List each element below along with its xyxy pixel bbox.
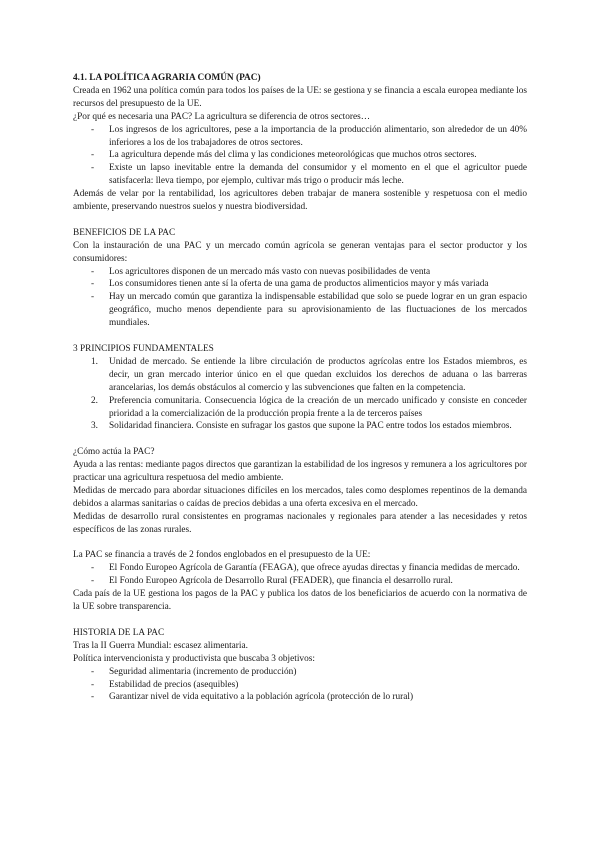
- list-number: 1.: [91, 356, 98, 367]
- list-item: 1. Unidad de mercado. Se entiende la libre circulación de productos agrícolas entre los Estados miembros, es decir, un gran mercado interior único en el que quedan excluidos los derechos de aduana o las barreras arancelarias, los demás obstáculos al comercio y las subvenciones que falten en la competencia.: [91, 356, 527, 393]
- list-item: - Los agricultores disponen de un mercado más vasto con nuevas posibilidades de venta: [91, 266, 431, 277]
- how-paragraph: Medidas de desarrollo rural consistentes en programas nacionales y regionales para atender a las necesidades y retos específicos de las zonas rurales.: [73, 511, 527, 535]
- how-paragraph: Medidas de mercado para abordar situaciones difíciles en los mercados, tales como desplomes repentinos de la demanda debidos a alarmas sanitarias o caídas de precios debidas a una oferta excesiva en el mercado.: [73, 485, 527, 509]
- list-item: 2. Preferencia comunitaria. Consecuencia lógica de la creación de un mercado unificado y consiste en conceder prioridad a la comercialización de la producción propia frente a la de terceros países: [91, 395, 527, 419]
- list-item: - Los ingresos de los agricultores, pese a la importancia de la producción alimentario, son alrededor de un 40% inferiores a los de los trabajadores de otros sectores.: [91, 124, 527, 148]
- intro-question: ¿Por qué es necesaria una PAC? La agricultura se diferencia de otros sectores…: [73, 111, 371, 122]
- dash-bullet: -: [91, 563, 95, 574]
- list-item: - Garantizar nivel de vida equitativo a la población agrícola (protección de lo rural): [91, 692, 414, 703]
- benefits-list: [73, 266, 527, 331]
- list-item: - Hay un mercado común que garantiza la indispensable estabilidad que solo se puede lograr en un gran espacio geográfico, mucho menos dependiente para su aprovisionamiento de las fluctuaciones de los mercados mundiales.: [91, 292, 527, 329]
- dash-bullet: -: [91, 679, 95, 690]
- funds-closing: Cada país de la UE gestiona los pagos de la PAC y publica los datos de los beneficiarios de acuerdo con la normativa de la UE sobre transparencia.: [73, 589, 527, 613]
- list-number: 2.: [91, 395, 98, 406]
- dash-bullet: -: [91, 692, 95, 703]
- benefits-heading: BENEFICIOS DE LA PAC: [73, 227, 176, 238]
- how-paragraph: Ayuda a las rentas: mediante pagos directos que garantizan la estabilidad de los ingresos y remunera a los agricultores por practicar una agricultura respetuosa del medio ambiente.: [73, 460, 527, 484]
- list-item: - El Fondo Europeo Agrícola de Desarrollo Rural (FEADER), que financia el desarrollo rural.: [91, 576, 453, 587]
- list-item: 3. Solidaridad financiera. Consiste en sufragar los gastos que supone la PAC entre todos los estados miembros.: [91, 421, 512, 432]
- benefits-intro: Con la instauración de una PAC y un mercado común agrícola se generan ventajas para el sector productor y los consumidores:: [73, 240, 527, 264]
- list-number: 3.: [91, 421, 98, 432]
- funds-intro: La PAC se financia a través de 2 fondos englobados en el presupuesto de la UE:: [73, 550, 371, 561]
- list-item: - El Fondo Europeo Agrícola de Garantía (FEAGA), que ofrece ayudas directas y financia medidas de mercado.: [91, 563, 520, 574]
- dash-bullet: -: [91, 163, 95, 174]
- list-item: - Seguridad alimentaria (incremento de producción): [91, 666, 297, 677]
- funds-list: [73, 562, 527, 588]
- dash-bullet: -: [91, 279, 95, 290]
- history-paragraph: Política intervencionista y productivista que buscaba 3 objetivos:: [73, 653, 315, 664]
- principles-list: [73, 356, 527, 433]
- dash-bullet: -: [91, 150, 95, 161]
- intro-closing: Además de velar por la rentabilidad, los agricultores deben trabajar de manera sostenible y respetuosa con el medio ambiente, preservando nuestros suelos y nuestra biodiversidad.: [73, 189, 527, 213]
- list-item: - Estabilidad de precios (asequibles): [91, 679, 239, 690]
- dash-bullet: -: [91, 292, 95, 303]
- dash-bullet: -: [91, 576, 95, 587]
- history-list: [73, 666, 527, 705]
- history-paragraph: Tras la II Guerra Mundial: escasez alimentaria.: [73, 640, 248, 651]
- list-item: - La agricultura depende más del clima y las condiciones meteorológicas que muchos otros sectores.: [91, 150, 477, 161]
- principles-heading: 3 PRINCIPIOS FUNDAMENTALES: [73, 344, 214, 354]
- intro-list: [73, 124, 527, 189]
- history-heading: HISTORIA DE LA PAC: [73, 627, 165, 638]
- dash-bullet: -: [91, 266, 95, 277]
- list-item: - Los consumidores tienen ante sí la oferta de una gama de productos alimenticios mayor y más variada: [91, 279, 489, 290]
- how-heading: ¿Cómo actúa la PAC?: [73, 447, 155, 458]
- dash-bullet: -: [91, 666, 95, 677]
- intro-paragraph: Creada en 1962 una política común para todos los países de la UE: se gestiona y se financia a escala europea mediante los recursos del presupuesto de la UE.: [73, 85, 527, 109]
- page-title: 4.1. LA POLÍTICA AGRARIA COMÚN (PAC): [73, 73, 261, 83]
- list-item: - Existe un lapso inevitable entre la demanda del consumidor y el momento en el que el agricultor puede satisfacerla: lleva tiempo, por ejemplo, cultivar más trigo o producir más leche.: [91, 163, 527, 187]
- dash-bullet: -: [91, 124, 95, 135]
